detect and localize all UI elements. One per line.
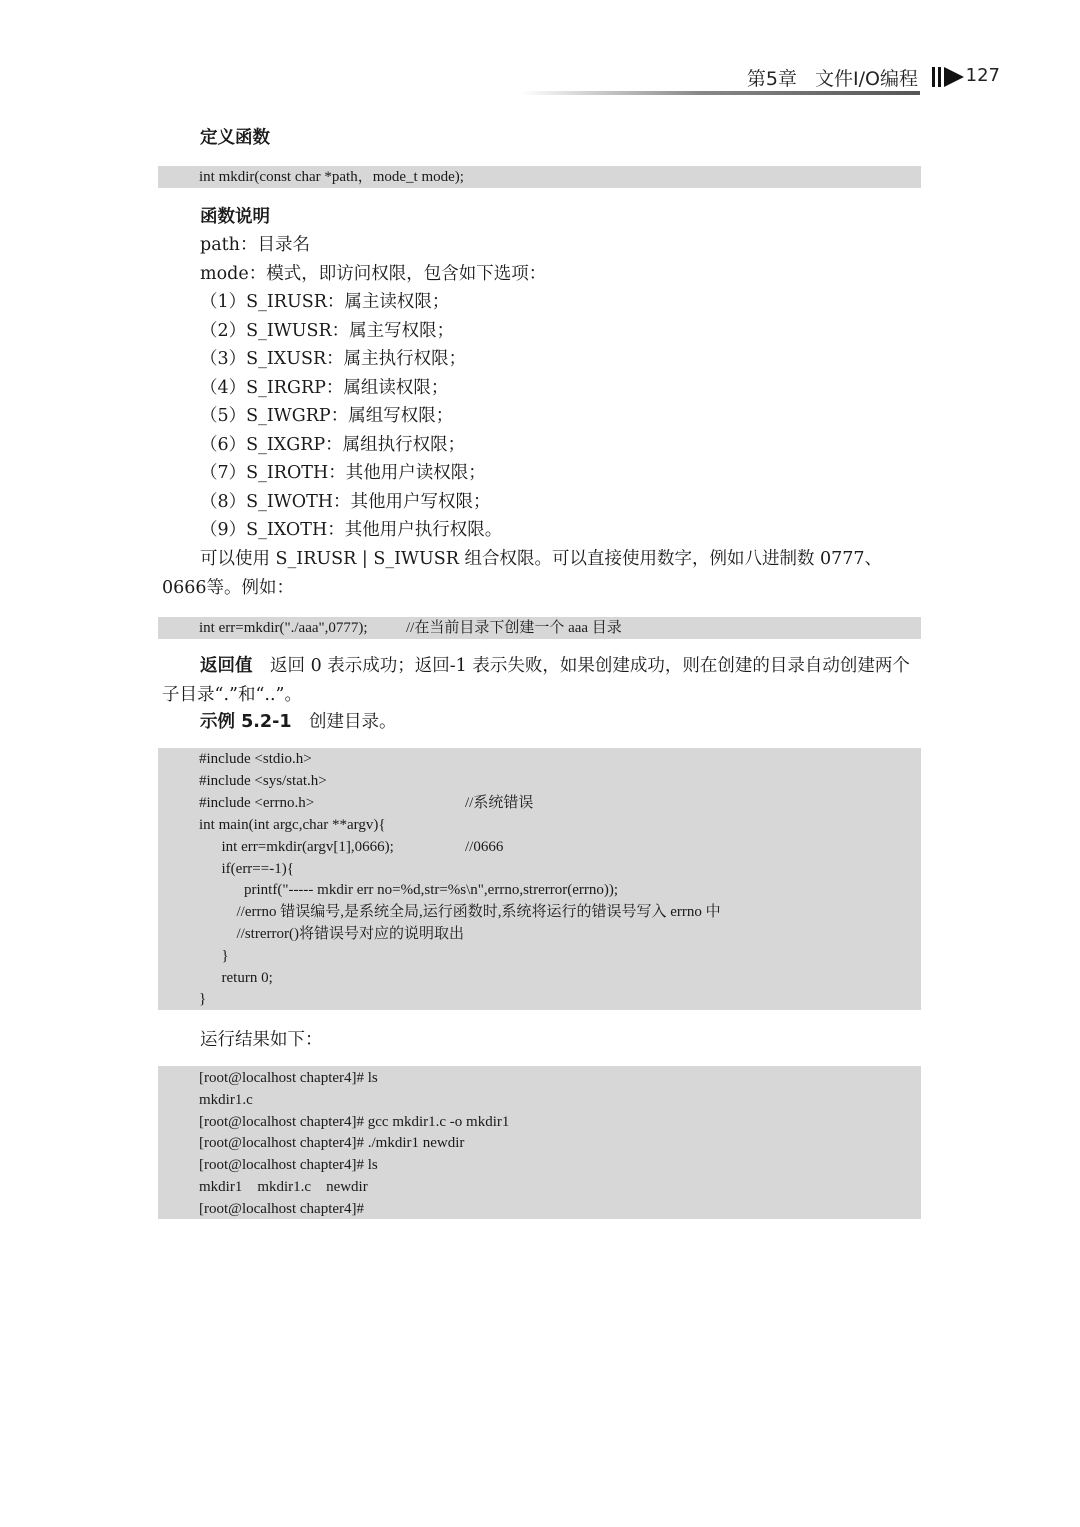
page-number: 127: [965, 65, 1000, 86]
return-label: 返回值: [200, 656, 253, 676]
code-line: //strerror()将错误号对应的说明取出: [199, 926, 464, 942]
code-line: int err=mkdir(argv[1],0666);: [199, 839, 394, 855]
function-signature: int mkdir(const char *path，mode_t mode);: [199, 169, 464, 185]
desc-line: （5）S_IWGRP：属组写权限；: [200, 406, 454, 426]
code-line: #include <sys/stat.h>: [199, 773, 327, 789]
def-heading: 定义函数: [200, 128, 270, 148]
code-line: //errno 错误编号,是系统全局,运行函数时,系统将运行的错误号写入 errno 中: [199, 904, 721, 920]
desc-line: （6）S_IXGRP：属组执行权限；: [200, 435, 466, 455]
desc-line: path：目录名: [200, 235, 310, 255]
code-comment: //0666: [465, 839, 504, 855]
code-comment: //系统错误: [465, 795, 534, 811]
result-label: 运行结果如下：: [200, 1030, 323, 1050]
chapter-arrow-icon: [932, 66, 966, 88]
terminal-line: mkdir1 mkdir1.c newdir: [199, 1179, 368, 1195]
code-line: return 0;: [199, 970, 273, 986]
desc-line: （8）S_IWOTH：其他用户写权限；: [200, 492, 491, 512]
return-paragraph: [162, 652, 922, 710]
code-line: }: [199, 991, 207, 1007]
header-rule: [520, 91, 920, 95]
combo-paragraph: 可以使用 S_IRUSR | S_IWUSR 组合权限。可以直接使用数字，例如八进制数 0777、0666等。例如：: [162, 549, 883, 598]
code-line: printf("----- mkdir err no=%d,str=%s\n",errno,strerror(errno));: [199, 882, 619, 898]
header-title: [747, 64, 918, 91]
desc-line: （9）S_IXOTH：其他用户执行权限。: [200, 520, 503, 540]
example-label: 示例 5.2-1: [200, 712, 292, 732]
terminal-line: [root@localhost chapter4]# ls: [199, 1070, 378, 1086]
terminal-line: [root@localhost chapter4]#: [199, 1201, 365, 1217]
desc-line: （2）S_IWUSR：属主写权限；: [200, 321, 455, 341]
example-code-comment: //在当前目录下创建一个 aaa 目录: [406, 620, 622, 636]
code-line: #include <stdio.h>: [199, 751, 312, 767]
example-code: int err=mkdir("./aaa",0777);: [199, 620, 368, 636]
terminal-line: [root@localhost chapter4]# gcc mkdir1.c -o mkdir1: [199, 1114, 510, 1130]
header-chapter-title: 文件I/O编程: [815, 68, 918, 90]
example-title-line: [200, 708, 397, 736]
desc-heading: 函数说明: [200, 207, 270, 227]
page-header: [520, 60, 1000, 100]
code-line: if(err==-1){: [199, 861, 294, 877]
terminal-line: [root@localhost chapter4]# ls: [199, 1157, 378, 1173]
desc-line: mode：模式，即访问权限，包含如下选项：: [200, 264, 547, 284]
example-title: 创建目录。: [309, 712, 397, 732]
code-line: int main(int argc,char **argv){: [199, 817, 386, 833]
terminal-line: [root@localhost chapter4]# ./mkdir1 newdir: [199, 1135, 465, 1151]
desc-line: （1）S_IRUSR：属主读权限；: [200, 292, 450, 312]
code-line: #include <errno.h>: [199, 795, 315, 811]
terminal-line: mkdir1.c: [199, 1092, 253, 1108]
header-chapter: 第5章: [746, 68, 797, 90]
desc-line: （3）S_IXUSR：属主执行权限；: [200, 349, 467, 369]
code-line: }: [199, 948, 229, 964]
desc-line: （7）S_IROTH：其他用户读权限；: [200, 463, 486, 483]
desc-line: （4）S_IRGRP：属组读权限；: [200, 378, 449, 398]
return-text: 返回 0 表示成功；返回-1 表示失败，如果创建成功，则在创建的目录自动创建两个子目录“.”和“..”。: [162, 656, 910, 705]
